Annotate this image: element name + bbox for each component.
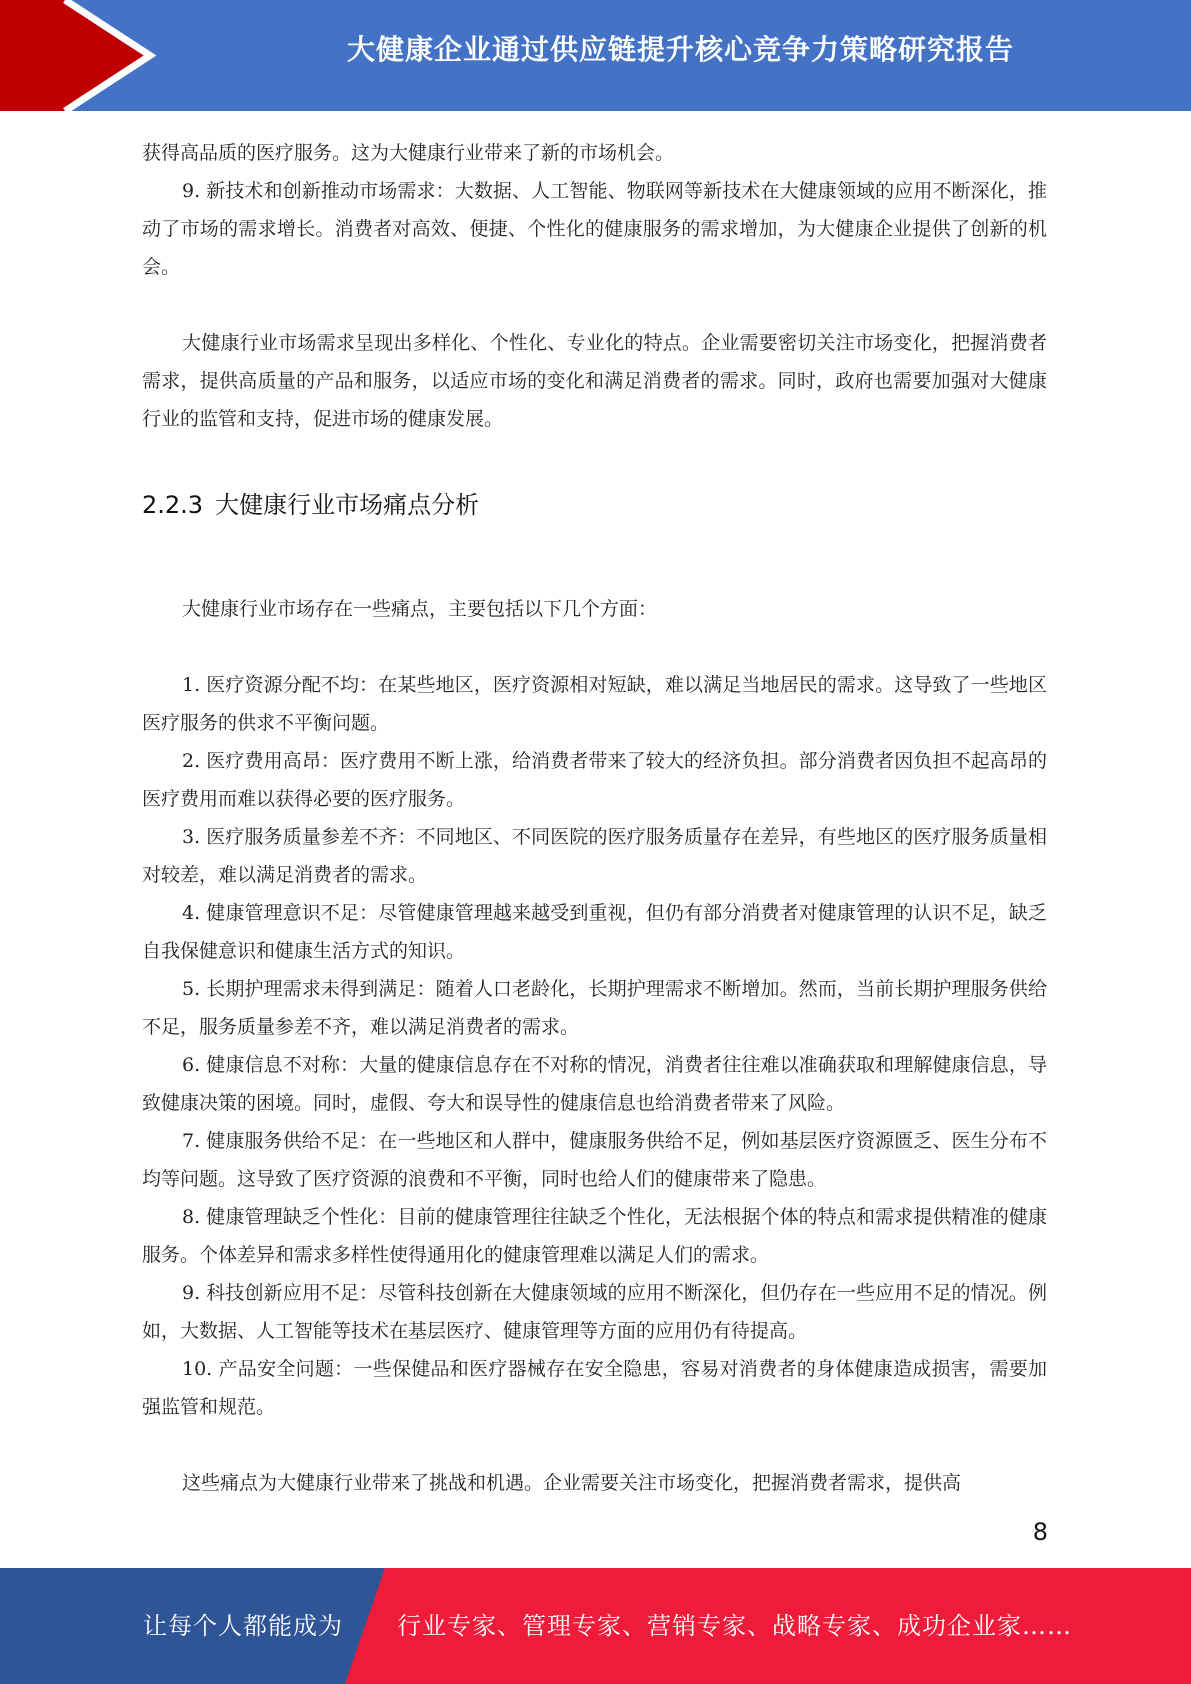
pain-point-item: 6. 健康信息不对称：大量的健康信息存在不对称的情况，消费者往往难以准确获取和理解健康信息，导致健康决策的困境。同时，虚假、夸大和误导性的健康信息也给消费者带来了风险。 [142, 1054, 1047, 1114]
page-footer [0, 1568, 1191, 1684]
continued-paragraph: 获得高品质的医疗服务。这为大健康行业带来了新的市场机会。 [142, 142, 675, 164]
paragraph-gap [142, 286, 1047, 324]
pain-point-item: 10. 产品安全问题：一些保健品和医疗器械存在安全隐患，容易对消费者的身体健康造成损害，需要加强监管和规范。 [142, 1358, 1047, 1418]
section-heading [142, 476, 1047, 534]
pain-point-item: 5. 长期护理需求未得到满足：随着人口老龄化，长期护理需求不断增加。然而，当前长期护理服务供给不足，服务质量参差不齐，难以满足消费者的需求。 [142, 978, 1047, 1038]
document-body [142, 134, 1047, 1502]
section-title: 大健康行业市场痛点分析 [215, 491, 480, 519]
paragraph-gap [142, 1426, 1047, 1464]
heading-gap [142, 534, 1047, 590]
pain-point-item: 4. 健康管理意识不足：尽管健康管理越来越受到重视，但仍有部分消费者对健康管理的认识不足，缺乏自我保健意识和健康生活方式的知识。 [142, 902, 1047, 962]
pain-point-item: 8. 健康管理缺乏个性化：目前的健康管理往往缺乏个性化，无法根据个体的特点和需求提供精准的健康服务。个体差异和需求多样性使得通用化的健康管理难以满足人们的需求。 [142, 1206, 1047, 1266]
demand-summary-paragraph: 大健康行业市场需求呈现出多样化、个性化、专业化的特点。企业需要密切关注市场变化，把握消费者需求，提供高质量的产品和服务，以适应市场的变化和满足消费者的需求。同时，政府也需要加强对大健康行业的监管和支持，促进市场的健康发展。 [142, 332, 1047, 430]
pain-point-item: 1. 医疗资源分配不均：在某些地区，医疗资源相对短缺，难以满足当地居民的需求。这导致了一些地区医疗服务的供求不平衡问题。 [142, 674, 1047, 734]
pain-point-item: 3. 医疗服务质量参差不齐：不同地区、不同医院的医疗服务质量存在差异，有些地区的医疗服务质量相对较差，难以满足消费者的需求。 [142, 826, 1047, 886]
section-number: 2.2.3 [142, 491, 204, 519]
paragraph-gap [142, 628, 1047, 666]
header-chevron-icon [0, 0, 160, 111]
pain-point-item: 7. 健康服务供给不足：在一些地区和人群中，健康服务供给不足，例如基层医疗资源匮乏、医生分布不均等问题。这导致了医疗资源的浪费和不平衡，同时也给人们的健康带来了隐患。 [142, 1130, 1047, 1190]
header-title: 大健康企业通过供应链提升核心竞争力策略研究报告 [346, 33, 1014, 66]
page-header [0, 0, 1191, 111]
demand-item-9: 9. 新技术和创新推动市场需求：大数据、人工智能、物联网等新技术在大健康领域的应用不断深化，推动了市场的需求增长。消费者对高效、便捷、个性化的健康服务的需求增加，为大健康企业提供了创新的机会。 [142, 180, 1047, 278]
closing-paragraph: 这些痛点为大健康行业带来了挑战和机遇。企业需要关注市场变化，把握消费者需求，提供高 [182, 1472, 962, 1494]
pain-point-item: 9. 科技创新应用不足：尽管科技创新在大健康领域的应用不断深化，但仍存在一些应用不足的情况。例如，大数据、人工智能等技术在基层医疗、健康管理等方面的应用仍有待提高。 [142, 1282, 1047, 1342]
footer-slogan-left: 让每个人都能成为 [143, 1612, 343, 1640]
page-number: 8 [1032, 1518, 1048, 1546]
header-chevron-shape [0, 0, 150, 111]
pain-point-item: 2. 医疗费用高昂：医疗费用不断上涨，给消费者带来了较大的经济负担。部分消费者因负担不起高昂的医疗费用而难以获得必要的医疗服务。 [142, 750, 1047, 810]
footer-slogan-right: 行业专家、管理专家、营销专家、战略专家、成功企业家…… [397, 1612, 1072, 1640]
section-lead: 大健康行业市场存在一些痛点，主要包括以下几个方面： [182, 598, 658, 620]
